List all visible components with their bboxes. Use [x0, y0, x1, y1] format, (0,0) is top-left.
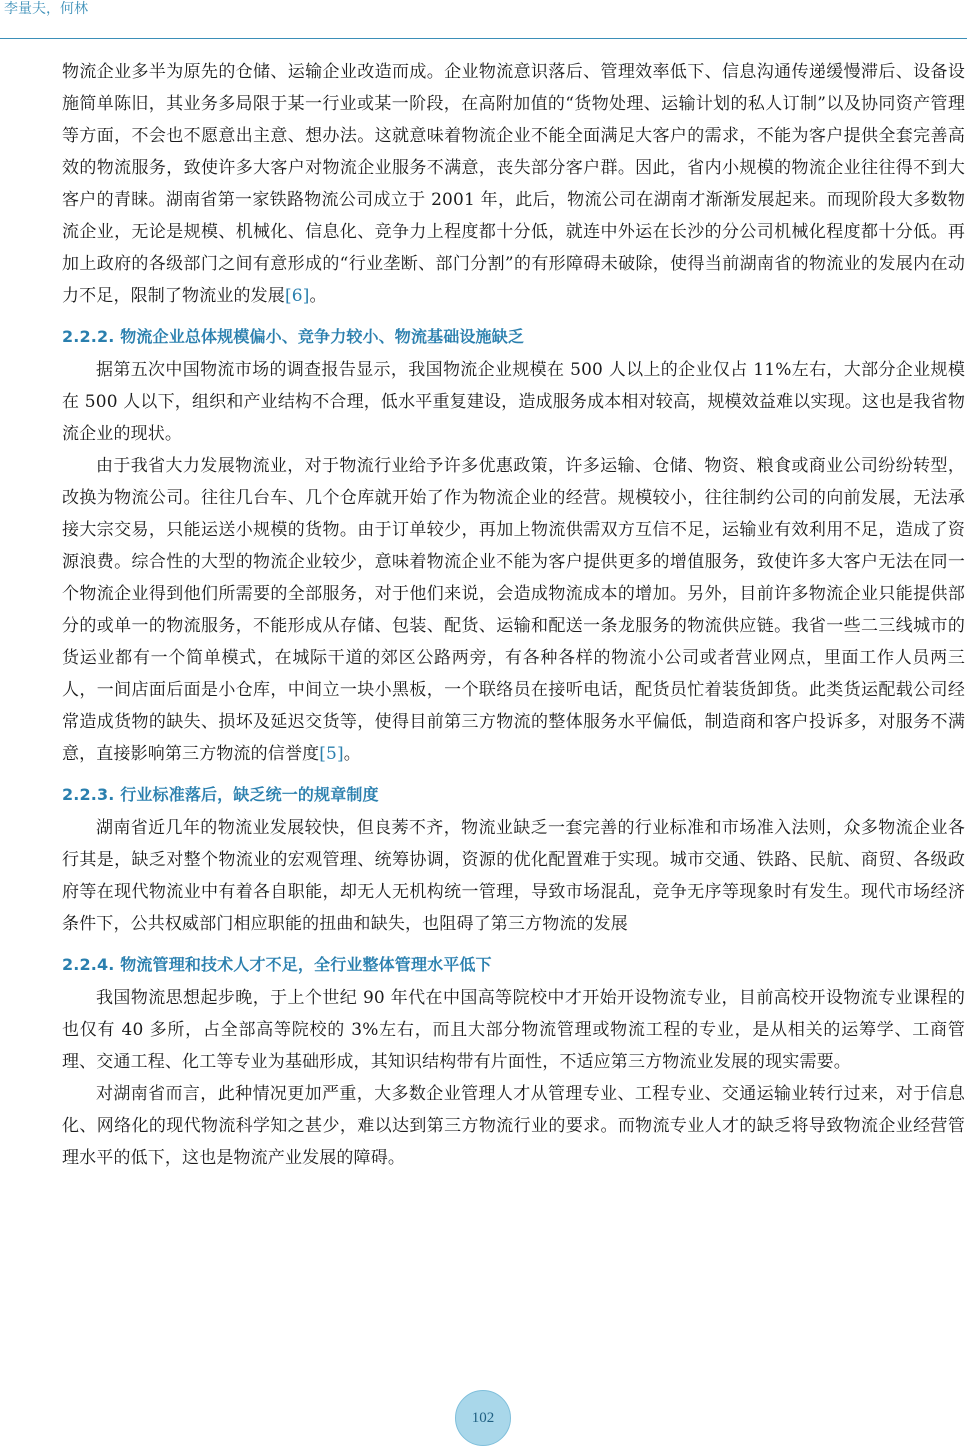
section-heading-2-2-4: 2.2.4. 物流管理和技术人才不足，全行业整体管理水平低下: [62, 955, 492, 974]
intro-end: 。: [309, 286, 327, 306]
citation-link[interactable]: [5]: [319, 744, 344, 764]
header-divider: [0, 38, 967, 39]
page-number-badge: 102: [455, 1390, 511, 1446]
citation-link[interactable]: [6]: [284, 286, 310, 306]
intro-text: 物流企业多半为原先的仓储、运输企业改造而成。企业物流意识落后、管理效率低下、信息沟通传递缓慢滞后、设备设施简单陈旧，其业务多局限于某一行业或某一阶段，在高附加值的“货物处理、运输计划的私人订制”以及协同资产管理等方面，不会也不愿意出主意、想办法。这就意味着物流企业不能全面满足大客户的需求，不能为客户提供全套完善高效的物流服务，致使许多大客户对物流企业服务不满意，丧失部分客户群。因此，省内小规模的物流企业往往得不到大客户的青睐。湖南省第一家铁路物流公司成立于 2001 年，此后，物流公司在湖南才渐渐发展起来。而现阶段大多数物流企业，无论是规模、机械化、信息化、竞争力上程度都十分低，就连中外运在长沙的分公司机械化程度都十分低。再加上政府的各级部门之间有意形成的“行业垄断、部门分割”的有形障碍未破除，使得当前湖南省的物流业的发展内在动力不足，限制了物流业的发展: [62, 62, 965, 306]
section-2-2-4-paragraph-1: 我国物流思想起步晚，于上个世纪 90 年代在中国高等院校中才开始开设物流专业，目前高校开设物流专业课程的也仅有 40 多所，占全部高等院校的 3%左右，而且大部分物流管理或物流工程的专业，是从相关的运筹学、工商管理、交通工程、化工等专业为基础形成，其知识结构带有片面性，不适应第三方物流业发展的现实需要。: [62, 988, 965, 1072]
section-2-2-3-paragraph-1: 湖南省近几年的物流业发展较快，但良莠不齐，物流业缺乏一套完善的行业标准和市场准入法则，众多物流企业各行其是，缺乏对整个物流业的宏观管理、统筹协调，资源的优化配置难于实现。城市交通、铁路、民航、商贸、各级政府等在现代物流业中有着各自职能，却无人无机构统一管理，导致市场混乱，竞争无序等现象时有发生。现代市场经济条件下，公共权威部门相应职能的扭曲和缺失，也阻碍了第三方物流的发展: [62, 818, 965, 934]
section-heading-2-2-2: 2.2.2. 物流企业总体规模偏小、竞争力较小、物流基础设施缺乏: [62, 327, 525, 346]
section-2-2-2-paragraph-2-text: 由于我省大力发展物流业，对于物流行业给予许多优惠政策，许多运输、仓储、物资、粮食或商业公司纷纷转型，改换为物流公司。往往几台车、几个仓库就开始了作为物流企业的经营。规模较小，往往制约公司的向前发展，无法承接大宗交易，只能运送小规模的货物。由于订单较少，再加上物流供需双方互信不足，运输业有效利用不足，造成了资源浪费。综合性的大型的物流企业较少，意味着物流企业不能为客户提供更多的增值服务，致使许多大客户无法在同一个物流企业得到他们所需要的全部服务，对于他们来说，会造成物流成本的增加。另外，目前许多物流企业只能提供部分的或单一的物流服务，不能形成从存储、包装、配货、运输和配送一条龙服务的物流供应链。我省一些二三线城市的货运业都有一个简单模式，在城际干道的郊区公路两旁，有各种各样的物流小公司或者营业网点，里面工作人员两三人，一间店面后面是小仓库，中间立一块小黑板，一个联络员在接听电话，配货员忙着装货卸货。此类货运配载公司经常造成货物的缺失、损坏及延迟交货等，使得目前第三方物流的整体服务水平偏低，制造商和客户投诉多，对服务不满意，直接影响第三方物流的信誉度: [62, 456, 965, 764]
section-2-2-4-paragraph-2: 对湖南省而言，此种情况更加严重，大多数企业管理人才从管理专业、工程专业、交通运输业转行过来，对于信息化、网络化的现代物流科学知之甚少，难以达到第三方物流行业的要求。而物流专业人才的缺乏将导致物流企业经营管理水平的低下，这也是物流产业发展的障碍。: [62, 1084, 965, 1168]
section-2-2-2-paragraph-2: [62, 450, 965, 770]
intro-paragraph: [62, 56, 965, 312]
article-body: [62, 56, 965, 1174]
section-2-2-2-paragraph-2-end: 。: [343, 744, 361, 764]
section-heading-2-2-3: 2.2.3. 行业标准落后，缺乏统一的规章制度: [62, 785, 379, 804]
running-head: 李量夫，何林: [4, 1, 88, 17]
section-2-2-2-paragraph-1: 据第五次中国物流市场的调查报告显示，我国物流企业规模在 500 人以上的企业仅占 11%左右，大部分企业规模在 500 人以下，组织和产业结构不合理，低水平重复建设，造成服务成本相对较高，规模效益难以实现。这也是我省物流企业的现状。: [62, 360, 965, 444]
